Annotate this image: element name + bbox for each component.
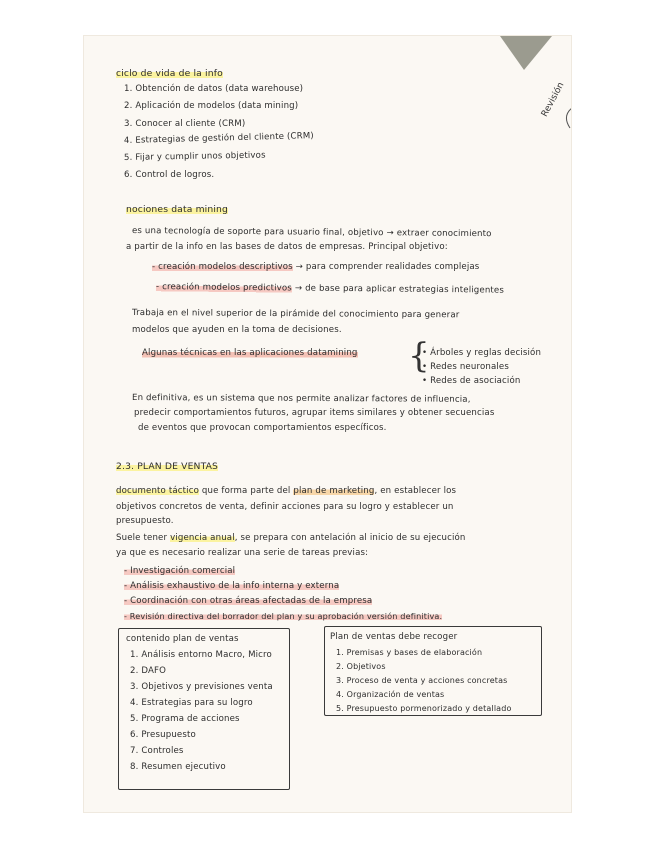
- term-highlight: plan de marketing: [293, 486, 375, 496]
- paragraph-line: [116, 486, 456, 496]
- task-item: - Investigación comercial: [124, 566, 236, 576]
- paragraph-line: es una tecnología de soporte para usuario final, objetivo → extraer conocimiento: [131, 226, 492, 240]
- box-title: contenido plan de ventas: [126, 634, 239, 644]
- box-item: 1. Análisis entorno Macro, Micro: [130, 650, 272, 660]
- box-item: 6. Presupuesto: [130, 730, 196, 740]
- text-run: , en establecer los: [374, 486, 457, 496]
- text-run: , se prepara con antelación al inicio de su ejecución: [234, 533, 466, 543]
- paragraph-line: objetivos concretos de venta, definir acciones para su logro y establecer un: [116, 502, 454, 512]
- list-item: 3. Conocer al cliente (CRM): [124, 119, 246, 129]
- brace-symbol: {: [408, 336, 430, 376]
- term-highlight: vigencia anual: [170, 533, 235, 543]
- objective-label: - creación modelos predictivos: [155, 282, 293, 294]
- list-item: 4. Estrategias de gestión del cliente (CRM): [123, 131, 314, 146]
- text-run: que forma parte del: [201, 486, 291, 496]
- section-title-info-cycle: ciclo de vida de la info: [116, 68, 223, 79]
- paragraph-line: En definitiva, es un sistema que nos permite analizar factores de influencia,: [131, 393, 471, 405]
- objective-descriptive: [152, 262, 479, 272]
- list-item: 6. Control de logros.: [124, 170, 215, 180]
- techniques-label: Algunas técnicas en las aplicaciones datamining: [142, 348, 358, 358]
- notebook-page: [84, 36, 571, 812]
- list-item: 1. Obtención de datos (data warehouse): [124, 84, 304, 94]
- box-item: 2. Objetivos: [336, 662, 386, 671]
- paragraph-line: presupuesto.: [116, 516, 174, 526]
- paragraph-line: ya que es necesario realizar una serie de tareas previas:: [116, 548, 369, 558]
- box-item: 1. Premisas y bases de elaboración: [336, 648, 483, 657]
- paragraph-line: modelos que ayuden en la toma de decisiones.: [132, 325, 342, 335]
- paragraph-line: a partir de la info en las bases de datos de empresas. Principal objetivo:: [126, 242, 448, 252]
- box-item: 4. Organización de ventas: [336, 690, 445, 699]
- objective-label: - creación modelos descriptivos: [152, 262, 293, 272]
- section-title-data-mining: nociones data mining: [126, 204, 228, 215]
- text-run: Suele tener: [116, 533, 168, 543]
- technique-item: • Árboles y reglas decisión: [422, 348, 542, 358]
- box-item: 5. Presupuesto pormenorizado y detallado: [336, 704, 512, 713]
- task-item: - Análisis exhaustivo de la info interna y externa: [124, 581, 340, 591]
- section-title-sales-plan: 2.3. PLAN DE VENTAS: [116, 461, 219, 472]
- box-item: 8. Resumen ejecutivo: [130, 762, 226, 772]
- paragraph-line: de eventos que provocan comportamientos específicos.: [138, 423, 387, 433]
- box-item: 4. Estrategias para su logro: [130, 698, 253, 708]
- box-item: 3. Proceso de venta y acciones concretas: [336, 676, 508, 685]
- box-item: 5. Programa de acciones: [130, 714, 240, 724]
- task-item: - Revisión directiva del borrador del plan y su aprobación versión definitiva.: [124, 611, 443, 621]
- term-highlight: documento táctico: [116, 486, 199, 496]
- box-item: 2. DAFO: [130, 666, 167, 676]
- list-item: 5. Fijar y cumplir unos objetivos: [123, 150, 266, 163]
- box-item: 7. Controles: [130, 746, 184, 756]
- task-item: - Coordinación con otras áreas afectadas de la empresa: [124, 596, 373, 606]
- box-item: 3. Objetivos y previsiones venta: [130, 682, 273, 692]
- technique-item: • Redes de asociación: [422, 376, 521, 386]
- list-item: 2. Aplicación de modelos (data mining): [124, 101, 299, 111]
- technique-item: • Redes neuronales: [422, 362, 509, 372]
- side-note: Revisión: [540, 80, 567, 119]
- paragraph-line: predecir comportamientos futuros, agrupar items similares y obtener secuencias: [134, 408, 495, 418]
- box-title: Plan de ventas debe recoger: [330, 632, 458, 642]
- paragraph-line: [116, 533, 466, 543]
- objective-text: → de base para aplicar estrategias inteligentes: [294, 283, 505, 296]
- paragraph-line: Trabaja en el nivel superior de la pirámide del conocimiento para generar: [131, 308, 460, 321]
- objective-text: → para comprender realidades complejas: [295, 262, 480, 272]
